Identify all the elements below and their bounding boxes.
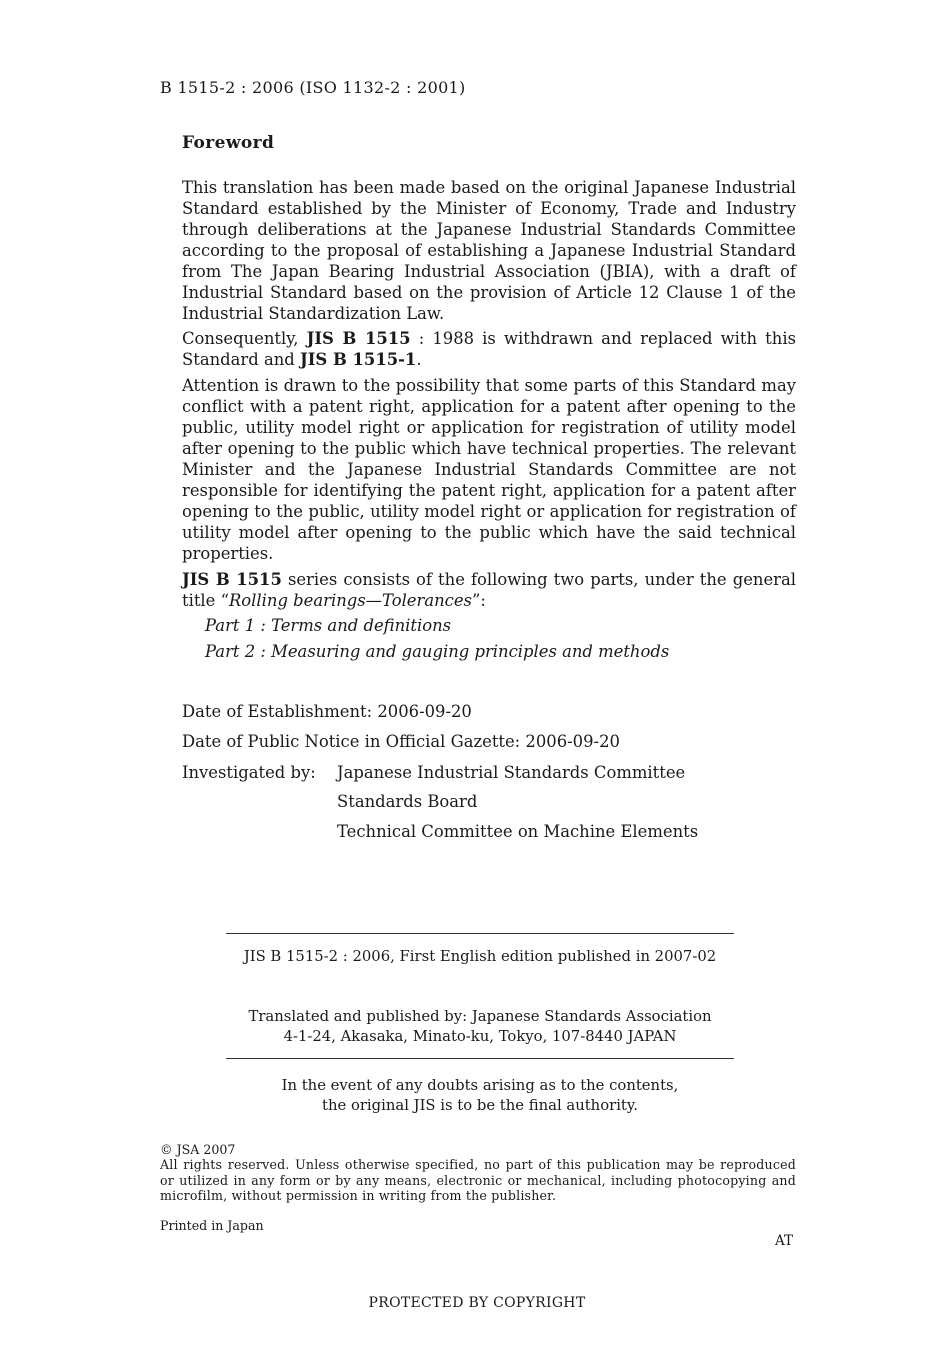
date-of-public-notice: Date of Public Notice in Official Gazette: 2006-09-20 (182, 732, 620, 751)
protected-by-copyright: PROTECTED BY COPYRIGHT (368, 1295, 586, 1311)
jis-b1515-1-reference: JIS B 1515-1 (299, 350, 417, 369)
foreword-paragraph-4: JIS B 1515 series consists of the following two parts, under the general title “Rolling bearings—Tolerances”: (182, 570, 796, 610)
investigated-by-committee: Japanese Industrial Standards Committee (337, 763, 686, 782)
jis-b1515-reference: JIS B 1515 (306, 329, 411, 348)
foreword-title: Foreword (182, 133, 275, 153)
investigated-by-label: Investigated by: (182, 763, 316, 782)
publisher-info: Translated and published by: Japanese Standards Association (248, 1008, 712, 1025)
date-of-establishment: Date of Establishment: 2006-09-20 (182, 702, 472, 721)
copyright-notice: © JSA 2007 (160, 1142, 236, 1157)
divider-top (226, 933, 734, 934)
printed-in: Printed in Japan (160, 1218, 264, 1233)
authority-note-line-1: In the event of any doubts arising as to the contents, (281, 1077, 679, 1094)
edition-info: JIS B 1515-2 : 2006, First English edition published in 2007-02 (243, 948, 717, 965)
authority-note-line-2: the original JIS is to be the final authority. (322, 1097, 638, 1114)
general-title: Rolling bearings—Tolerances (228, 591, 472, 610)
document-code: AT (775, 1233, 794, 1249)
jis-b1515-series: JIS B 1515 (182, 570, 282, 589)
foreword-paragraph-1: This translation has been made based on the original Japanese Industrial Standard established by the Minister of Economy, Trade and Industry through deliberations at the Japanese Industrial Standards Committee according to the proposal of establishing a Japanese Industrial Standard from The Japan Bearing Industrial Association (JBIA), with a draft of Industrial Standard based on the provision of Article 12 Clause 1 of the Industrial Standardization Law. (182, 178, 796, 323)
divider-bottom (226, 1058, 734, 1059)
part-2-title: Part 2 : Measuring and gauging principles and methods (205, 642, 670, 661)
investigated-by-board: Standards Board (337, 792, 478, 811)
rights-statement: All rights reserved. Unless otherwise specified, no part of this publication may be reproduced or utilized in any form or by any means, electronic or mechanical, including photocopying and microfilm, without permission in writing from the publisher. (160, 1157, 796, 1203)
foreword-paragraph-2: Consequently, JIS B 1515 : 1988 is withdrawn and replaced with this Standard and JIS B 1515-1. (182, 329, 796, 369)
publisher-address: 4-1-24, Akasaka, Minato-ku, Tokyo, 107-8440 JAPAN (283, 1028, 677, 1045)
investigated-by-technical-committee: Technical Committee on Machine Elements (337, 822, 699, 841)
foreword-paragraph-3: Attention is drawn to the possibility that some parts of this Standard may conflict with a patent right, application for a patent after opening to the public, utility model right or application for registration of utility model after opening to the public which have technical properties. The relevant Minister and the Japanese Industrial Standards Committee are not responsible for identifying the patent right, application for a patent after opening to the public, utility model right or application for registration of utility model after opening to the public which have the said technical properties. (182, 376, 796, 563)
document-reference: B 1515-2 : 2006 (ISO 1132-2 : 2001) (160, 78, 466, 97)
part-1-title: Part 1 : Terms and definitions (205, 616, 452, 635)
